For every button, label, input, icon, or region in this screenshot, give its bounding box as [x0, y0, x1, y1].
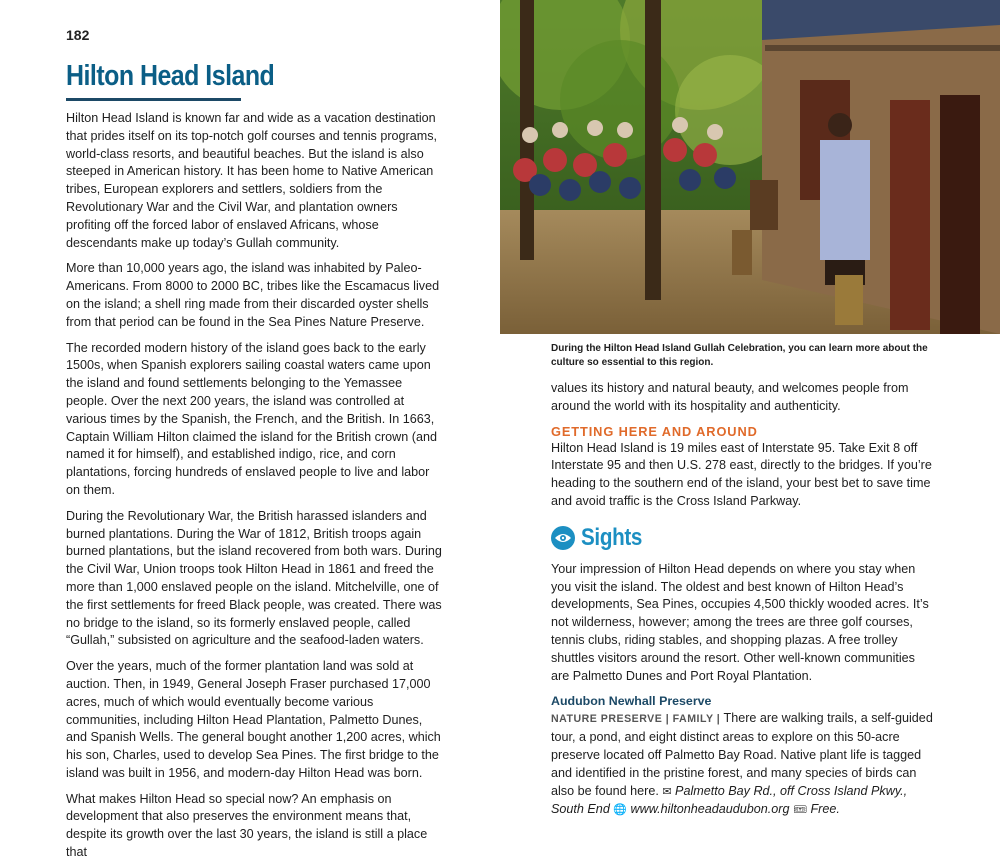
listing-price: Free.: [810, 802, 840, 817]
paragraph-intro: Hilton Head Island is known far and wide as a vacation destination that prides itself on its top-notch golf courses and tennis programs, world-class resorts, and beautiful beaches. But the island is also steeped in American history. It has been home to Native American tribes, European explorers and settlers, soldiers from the Revolutionary War and the Civil War, and plantation owners profiting off the forced labor of enslaved Africans, whose descendants make up today’s Gullah community.: [66, 111, 438, 250]
gullah-celebration-photo: [500, 0, 1000, 334]
paragraph-paleo: More than 10,000 years ago, the island was inhabited by Paleo-Americans. From 8000 to 2000 BC, tribes like the Escamacus lived on the island; a shell ring made from their discarded oyster shells from that period can be found in the Sea Pines Nature Preserve.: [66, 261, 440, 329]
sights-intro: Your impression of Hilton Head depends on where you stay when you visit the island. The oldest and best known of Hilton Head’s developments, Sea Pines, occupies 4,500 thickly wooded acres. It’s not wilderness, however; among the trees are three golf courses, tennis clubs, riding stables, and shopping plazas. A free trolley shuttles visitors around the resort. Other well-known communities are Palmetto Dunes and Port Royal Plantation.: [551, 561, 929, 683]
sights-header: [551, 525, 933, 551]
listing-name: Audubon Newhall Preserve: [551, 694, 712, 709]
sights-heading: Sights: [581, 523, 643, 551]
listing-address: Palmetto Bay Rd., off Cross Island Pkwy., South End: [551, 783, 908, 817]
listing-website[interactable]: www.hiltonheadaudubon.org: [630, 802, 790, 817]
listing-entry: [551, 710, 933, 820]
paragraph-wars: During the Revolutionary War, the British harassed islanders and burned plantations. During the War of 1812, British troops again burned plantations, but the island recovered from both wars. During the Civil War, Union troops took Hilton Head in 1861 and freed the more than 1,000 enslaved people on the island. Mitchelville, one of the first settlements for freed Black people, was created. There was no bridge to the island, so its formerly enslaved people, called “Gullah,” subsisted on agriculture and the seafood-laden waters.: [66, 508, 442, 648]
ticket-icon: 🎟: [792, 804, 807, 817]
getting-here-text: Hilton Head Island is 19 miles east of Interstate 95. Take Exit 8 off Interstate 95 and then U.S. 278 east, directly to the bridges. If you’re heading to the southern end of the island, your best bet to save time and avoid traffic is the Cross Island Parkway.: [551, 440, 932, 508]
photo-caption: During the Hilton Head Island Gullah Celebration, you can learn more about the culture so essential to this region.: [551, 343, 928, 368]
eye-icon: [551, 526, 575, 550]
title-underline: [66, 98, 241, 101]
paragraph-development: Over the years, much of the former plantation land was sold at auction. Then, in 1949, General Joseph Fraser purchased 17,000 acres, much of which would eventually become various communities, including Hilton Head Plantation, Palmetto Dunes, and Spanish Wells. The general bought another 1,200 acres, which his son, Charles, used to develop Sea Pines. The first bridge to the island was built in 1956, and modern-day Hilton Head was born.: [66, 659, 441, 780]
photo-illustration: [500, 0, 1000, 334]
getting-here-heading: GETTING HERE AND AROUND: [551, 423, 758, 439]
paragraph-continuation: values its history and natural beauty, and welcomes people from around the world with its hospitality and authenticity.: [551, 381, 909, 413]
paragraph-special: What makes Hilton Head so special now? An emphasis on development that also preserves the environment means that, despite its growth over the last 30 years, the island is still a place that: [66, 791, 428, 860]
mail-icon: ✉: [662, 785, 672, 798]
page-title: Hilton Head Island: [66, 60, 275, 92]
listing-description: There are walking trails, a self-guided tour, a pond, and eight distinct areas to explore on this 50-acre preserve located off Palmetto Bay Road. Native plant life is tagged and identified in the pristine forest, and many species of birds can also be found here.: [551, 711, 933, 798]
globe-icon: 🌐: [613, 804, 628, 817]
paragraph-modern-history: The recorded modern history of the island goes back to the early 1500s, when Spanish explorers sailing coastal waters came upon the island and found settlements belonging to the Yemassee people. Over the next 200 years, the island was controlled at various times by the Spanish, the French, and the British. In 1663, Captain William Hilton claimed the island for the British crown (and named it for himself), and established indigo, rice, and corn plantations, forcing hundreds of enslaved people to live and labor on them.: [66, 340, 437, 497]
page-number: 182: [66, 27, 90, 43]
right-column: [551, 380, 933, 828]
left-column: [66, 110, 442, 868]
listing-category: NATURE PRESERVE | FAMILY |: [551, 713, 721, 726]
